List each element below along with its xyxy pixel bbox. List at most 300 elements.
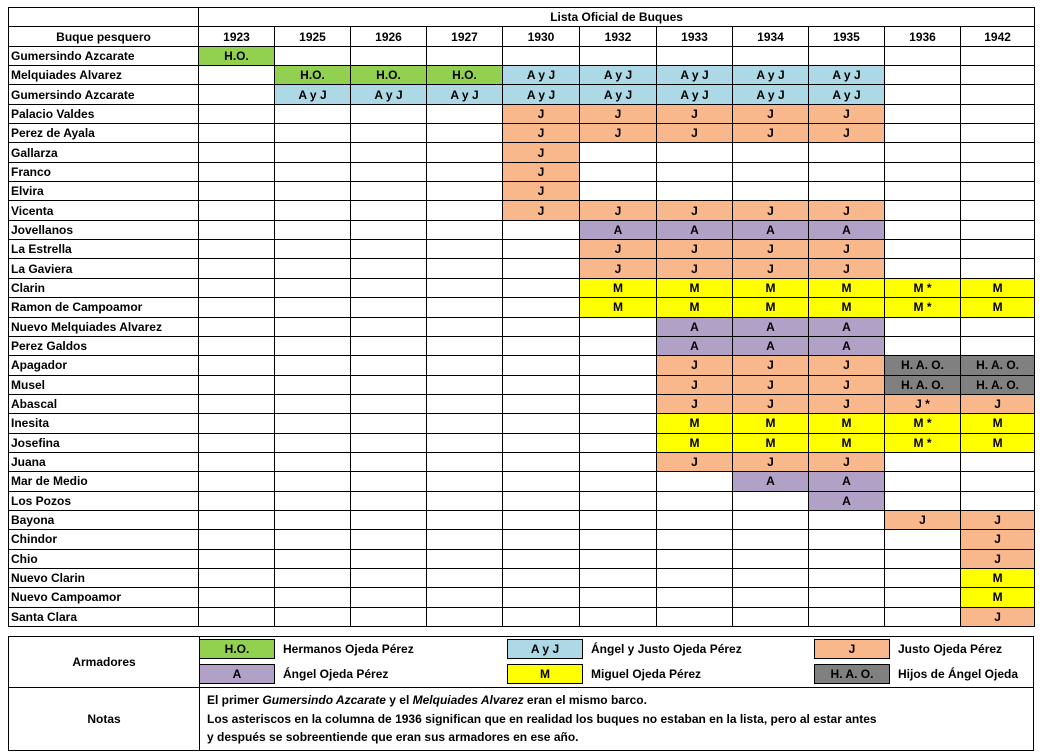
owner-cell <box>427 433 503 452</box>
owner-cell <box>427 162 503 181</box>
owner-cell <box>427 491 503 510</box>
owner-cell <box>503 433 580 452</box>
legend-swatch: H.O. <box>199 639 275 659</box>
owner-cell: J <box>580 240 657 259</box>
owner-cell <box>351 375 427 394</box>
owner-cell: M <box>961 433 1035 452</box>
owner-cell: J <box>657 375 733 394</box>
owner-cell <box>351 143 427 162</box>
owner-cell: M <box>733 278 809 297</box>
vessel-name: Santa Clara <box>9 607 199 626</box>
owner-cell <box>427 607 503 626</box>
table-body <box>9 8 1035 627</box>
owner-cell <box>275 452 351 471</box>
owner-cell <box>885 124 961 143</box>
owner-cell: M <box>657 298 733 317</box>
owner-cell <box>427 530 503 549</box>
vessel-name: Jovellanos <box>9 220 199 239</box>
owner-cell <box>580 317 657 336</box>
owner-cell <box>657 182 733 201</box>
owner-cell: J <box>580 104 657 123</box>
owner-cell <box>275 414 351 433</box>
owner-cell <box>199 336 275 355</box>
year-header: 1930 <box>503 27 580 46</box>
owner-cell <box>351 124 427 143</box>
year-header: 1933 <box>657 27 733 46</box>
owner-cell <box>733 588 809 607</box>
owner-cell <box>885 104 961 123</box>
owner-cell <box>809 568 885 587</box>
owner-cell <box>503 588 580 607</box>
owner-cell <box>657 549 733 568</box>
owner-cell <box>199 143 275 162</box>
owner-cell <box>351 491 427 510</box>
owner-cell <box>809 143 885 162</box>
legend-and-notes <box>8 636 1034 751</box>
owner-cell: J <box>809 452 885 471</box>
year-header: 1932 <box>580 27 657 46</box>
owner-cell <box>580 452 657 471</box>
table-row <box>9 336 1035 355</box>
owner-cell <box>351 568 427 587</box>
owner-cell <box>199 278 275 297</box>
owner-cell <box>809 588 885 607</box>
owner-cell: A <box>657 336 733 355</box>
table-row <box>9 394 1035 413</box>
owner-cell <box>580 588 657 607</box>
owner-cell <box>657 588 733 607</box>
owner-cell <box>885 317 961 336</box>
owner-cell: A y J <box>809 85 885 104</box>
owner-cell <box>199 201 275 220</box>
owner-cell <box>580 46 657 65</box>
legend-swatch: A y J <box>507 639 583 659</box>
owner-cell <box>351 317 427 336</box>
owner-cell <box>351 259 427 278</box>
owner-cell: J <box>733 375 809 394</box>
year-header: 1927 <box>427 27 503 46</box>
owner-cell: J <box>733 240 809 259</box>
owner-cell <box>275 182 351 201</box>
note-line-3: y después se sobreentiende que eran sus armadores en ese año. <box>207 730 579 744</box>
vessel-name: Franco <box>9 162 199 181</box>
owner-cell: A <box>809 317 885 336</box>
owner-cell <box>351 588 427 607</box>
owner-cell <box>199 530 275 549</box>
owner-cell <box>351 510 427 529</box>
owner-cell: J <box>733 356 809 375</box>
owner-cell <box>275 356 351 375</box>
owner-cell <box>503 452 580 471</box>
owner-cell: A <box>657 317 733 336</box>
owner-cell <box>733 143 809 162</box>
owner-cell <box>199 491 275 510</box>
owner-cell: A <box>580 220 657 239</box>
header-row-years <box>9 27 1035 46</box>
owner-cell <box>885 162 961 181</box>
owner-cell: J <box>885 510 961 529</box>
legend-owner-name: Hijos de Ángel Ojeda <box>898 667 1019 681</box>
owner-cell <box>275 375 351 394</box>
legend-item <box>507 639 742 659</box>
owner-cell <box>733 568 809 587</box>
owner-cell: J <box>733 259 809 278</box>
table-row <box>9 259 1035 278</box>
owner-cell <box>427 240 503 259</box>
owner-cell: A <box>809 220 885 239</box>
owner-cell <box>351 298 427 317</box>
notes <box>9 688 1033 750</box>
owner-cell: J <box>503 162 580 181</box>
owner-cell <box>961 491 1035 510</box>
vessel-name: Abascal <box>9 394 199 413</box>
owner-cell <box>809 530 885 549</box>
year-header: 1942 <box>961 27 1035 46</box>
table-row <box>9 452 1035 471</box>
owner-cell <box>885 220 961 239</box>
owner-cell <box>427 259 503 278</box>
owner-cell: J <box>733 394 809 413</box>
vessel-name: Apagador <box>9 356 199 375</box>
table-row <box>9 201 1035 220</box>
owner-cell <box>961 143 1035 162</box>
owner-cell <box>351 414 427 433</box>
owner-cell <box>275 143 351 162</box>
owner-cell: J <box>961 394 1035 413</box>
owner-cell <box>199 124 275 143</box>
notes-text <box>207 691 877 747</box>
table-row <box>9 162 1035 181</box>
owner-cell <box>275 240 351 259</box>
owner-cell <box>580 433 657 452</box>
owner-cell <box>427 278 503 297</box>
legend <box>9 637 1033 688</box>
vessel-column-header: Buque pesquero <box>9 27 199 46</box>
vessel-name: Nuevo Campoamor <box>9 588 199 607</box>
owner-cell: J <box>657 124 733 143</box>
owner-cell <box>657 568 733 587</box>
owner-cell <box>961 240 1035 259</box>
year-header: 1936 <box>885 27 961 46</box>
owner-cell: J <box>809 240 885 259</box>
owner-cell <box>503 607 580 626</box>
owner-cell <box>580 549 657 568</box>
owner-cell <box>885 201 961 220</box>
note-line-1 <box>207 691 877 710</box>
owner-cell <box>885 336 961 355</box>
owner-cell: A <box>733 317 809 336</box>
vessel-name: Chio <box>9 549 199 568</box>
vessel-name: Los Pozos <box>9 491 199 510</box>
legend-item <box>814 639 1002 659</box>
legend-swatch: M <box>507 664 583 684</box>
header-corner <box>9 8 199 27</box>
owner-cell <box>199 356 275 375</box>
owner-cell <box>427 220 503 239</box>
owner-cell <box>503 220 580 239</box>
owner-cell <box>580 143 657 162</box>
owner-cell <box>733 510 809 529</box>
owner-cell: J <box>733 124 809 143</box>
owner-cell <box>199 220 275 239</box>
owner-cell: A y J <box>427 85 503 104</box>
owner-cell <box>503 414 580 433</box>
owner-cell <box>275 491 351 510</box>
owner-cell: J <box>809 201 885 220</box>
owner-cell <box>427 588 503 607</box>
owner-cell <box>351 530 427 549</box>
owner-cell <box>733 182 809 201</box>
owner-cell: A <box>733 220 809 239</box>
owner-cell <box>657 607 733 626</box>
owner-cell <box>657 46 733 65</box>
table-row <box>9 278 1035 297</box>
legend-swatch: A <box>199 664 275 684</box>
vessel-owner-table <box>8 7 1035 627</box>
owner-cell <box>199 104 275 123</box>
owner-cell: J <box>580 124 657 143</box>
owner-cell: H. A. O. <box>961 356 1035 375</box>
owner-cell <box>351 472 427 491</box>
owner-cell: J <box>657 259 733 278</box>
owner-cell <box>961 336 1035 355</box>
owner-cell <box>503 549 580 568</box>
vessel-name: Perez de Ayala <box>9 124 199 143</box>
owner-cell <box>275 549 351 568</box>
owner-cell <box>885 568 961 587</box>
owner-cell <box>351 46 427 65</box>
owner-cell <box>961 452 1035 471</box>
owner-cell <box>580 162 657 181</box>
owner-cell: A y J <box>503 85 580 104</box>
vessel-name: Gumersindo Azcarate <box>9 85 199 104</box>
table-row <box>9 104 1035 123</box>
owner-cell <box>961 46 1035 65</box>
owner-cell: M * <box>885 278 961 297</box>
owner-cell <box>503 336 580 355</box>
owner-cell <box>351 336 427 355</box>
owner-cell <box>351 220 427 239</box>
owner-cell <box>199 414 275 433</box>
owner-cell <box>809 46 885 65</box>
owner-cell <box>199 375 275 394</box>
owner-cell <box>580 356 657 375</box>
owner-cell <box>809 607 885 626</box>
owner-cell <box>961 162 1035 181</box>
owner-cell <box>351 278 427 297</box>
owner-cell: J <box>580 201 657 220</box>
note-vessel-name: Melquiades Alvarez <box>412 693 524 707</box>
owner-cell <box>427 336 503 355</box>
table-row <box>9 356 1035 375</box>
legend-owner-name: Justo Ojeda Pérez <box>898 642 1003 656</box>
owner-cell: A y J <box>580 85 657 104</box>
owner-cell <box>657 530 733 549</box>
owner-cell: J <box>657 356 733 375</box>
owner-cell <box>427 298 503 317</box>
owner-cell: M <box>657 414 733 433</box>
owner-cell <box>961 66 1035 85</box>
owner-cell: J <box>503 182 580 201</box>
vessel-name: Gallarza <box>9 143 199 162</box>
owner-cell: J <box>809 259 885 278</box>
owner-cell <box>199 182 275 201</box>
table-row <box>9 66 1035 85</box>
owner-cell <box>351 182 427 201</box>
vessel-name: Juana <box>9 452 199 471</box>
table-row <box>9 433 1035 452</box>
vessel-name: Inesita <box>9 414 199 433</box>
legend-label: Armadores <box>9 637 200 687</box>
owner-cell <box>580 375 657 394</box>
owner-cell <box>351 452 427 471</box>
owner-cell: M <box>580 278 657 297</box>
owner-cell: J * <box>885 394 961 413</box>
vessel-name: Clarin <box>9 278 199 297</box>
vessel-name: Nuevo Clarin <box>9 568 199 587</box>
owner-cell <box>199 549 275 568</box>
owner-cell: J <box>657 240 733 259</box>
owner-cell <box>427 549 503 568</box>
owner-cell: M <box>961 278 1035 297</box>
owner-cell <box>275 568 351 587</box>
owner-cell <box>580 568 657 587</box>
owner-cell <box>199 240 275 259</box>
owner-cell <box>885 607 961 626</box>
owner-cell <box>427 201 503 220</box>
owner-cell <box>503 259 580 278</box>
owner-cell <box>733 46 809 65</box>
owner-cell <box>199 510 275 529</box>
table-row <box>9 46 1035 65</box>
vessel-name: Chindor <box>9 530 199 549</box>
owner-cell: J <box>961 510 1035 529</box>
owner-cell <box>503 394 580 413</box>
owner-cell <box>961 201 1035 220</box>
note-text: y el <box>385 693 413 707</box>
owner-cell: J <box>733 104 809 123</box>
owner-cell <box>427 452 503 471</box>
owner-cell <box>503 356 580 375</box>
year-header: 1925 <box>275 27 351 46</box>
table-row <box>9 568 1035 587</box>
owner-cell <box>885 182 961 201</box>
owner-cell <box>275 46 351 65</box>
owner-cell <box>961 182 1035 201</box>
vessel-name: Perez Galdos <box>9 336 199 355</box>
owner-cell <box>885 452 961 471</box>
owner-cell: M <box>580 298 657 317</box>
owner-cell: A <box>733 336 809 355</box>
owner-cell <box>809 182 885 201</box>
owner-cell <box>657 143 733 162</box>
table-row <box>9 491 1035 510</box>
vessel-name: La Estrella <box>9 240 199 259</box>
year-header: 1934 <box>733 27 809 46</box>
owner-cell <box>885 85 961 104</box>
vessel-name: Melquiades Alvarez <box>9 66 199 85</box>
owner-cell <box>275 336 351 355</box>
owner-cell: M <box>961 414 1035 433</box>
table-row <box>9 549 1035 568</box>
owner-cell: J <box>961 607 1035 626</box>
owner-cell: J <box>503 143 580 162</box>
owner-cell <box>503 491 580 510</box>
owner-cell <box>885 143 961 162</box>
owner-cell: A y J <box>657 85 733 104</box>
owner-cell: J <box>809 375 885 394</box>
table-row <box>9 510 1035 529</box>
owner-cell <box>503 510 580 529</box>
owner-cell: H.O. <box>275 66 351 85</box>
owner-cell <box>885 491 961 510</box>
year-header: 1923 <box>199 27 275 46</box>
owner-cell: M <box>961 298 1035 317</box>
owner-cell: M * <box>885 433 961 452</box>
note-text: El primer <box>207 693 263 707</box>
owner-cell <box>657 162 733 181</box>
notes-label: Notas <box>9 688 200 750</box>
owner-cell <box>809 549 885 568</box>
owner-cell <box>427 317 503 336</box>
vessel-name: Ramon de Campoamor <box>9 298 199 317</box>
owner-cell <box>199 588 275 607</box>
owner-cell: J <box>657 394 733 413</box>
owner-cell <box>351 356 427 375</box>
owner-cell: J <box>657 452 733 471</box>
owner-cell <box>885 259 961 278</box>
owner-cell <box>199 66 275 85</box>
vessel-name: Elvira <box>9 182 199 201</box>
table-row <box>9 530 1035 549</box>
owner-cell <box>503 298 580 317</box>
vessel-name: Bayona <box>9 510 199 529</box>
owner-cell: J <box>809 356 885 375</box>
table-row <box>9 182 1035 201</box>
owner-cell <box>580 414 657 433</box>
owner-cell <box>275 588 351 607</box>
owner-cell: M <box>657 278 733 297</box>
owner-cell <box>351 162 427 181</box>
owner-cell <box>961 317 1035 336</box>
legend-swatch: J <box>814 639 890 659</box>
legend-owner-name: Hermanos Ojeda Pérez <box>283 642 414 656</box>
owner-cell: M <box>657 433 733 452</box>
owner-cell: H.O. <box>427 66 503 85</box>
owner-cell <box>503 46 580 65</box>
owner-cell <box>503 375 580 394</box>
legend-owner-name: Ángel y Justo Ojeda Pérez <box>591 642 742 656</box>
owner-cell <box>275 259 351 278</box>
table-row <box>9 298 1035 317</box>
owner-cell <box>885 530 961 549</box>
owner-cell <box>275 394 351 413</box>
owner-cell <box>275 220 351 239</box>
owner-cell <box>580 530 657 549</box>
owner-cell: A <box>733 472 809 491</box>
owner-cell <box>809 162 885 181</box>
owner-cell <box>427 568 503 587</box>
table-row <box>9 414 1035 433</box>
owner-cell <box>199 433 275 452</box>
vessel-name: Musel <box>9 375 199 394</box>
owner-cell: H. A. O. <box>961 375 1035 394</box>
vessel-name: Nuevo Melquiades Alvarez <box>9 317 199 336</box>
legend-owner-name: Ángel Ojeda Pérez <box>283 667 389 681</box>
owner-cell: M <box>809 414 885 433</box>
owner-cell: J <box>580 259 657 278</box>
owner-cell <box>199 259 275 278</box>
